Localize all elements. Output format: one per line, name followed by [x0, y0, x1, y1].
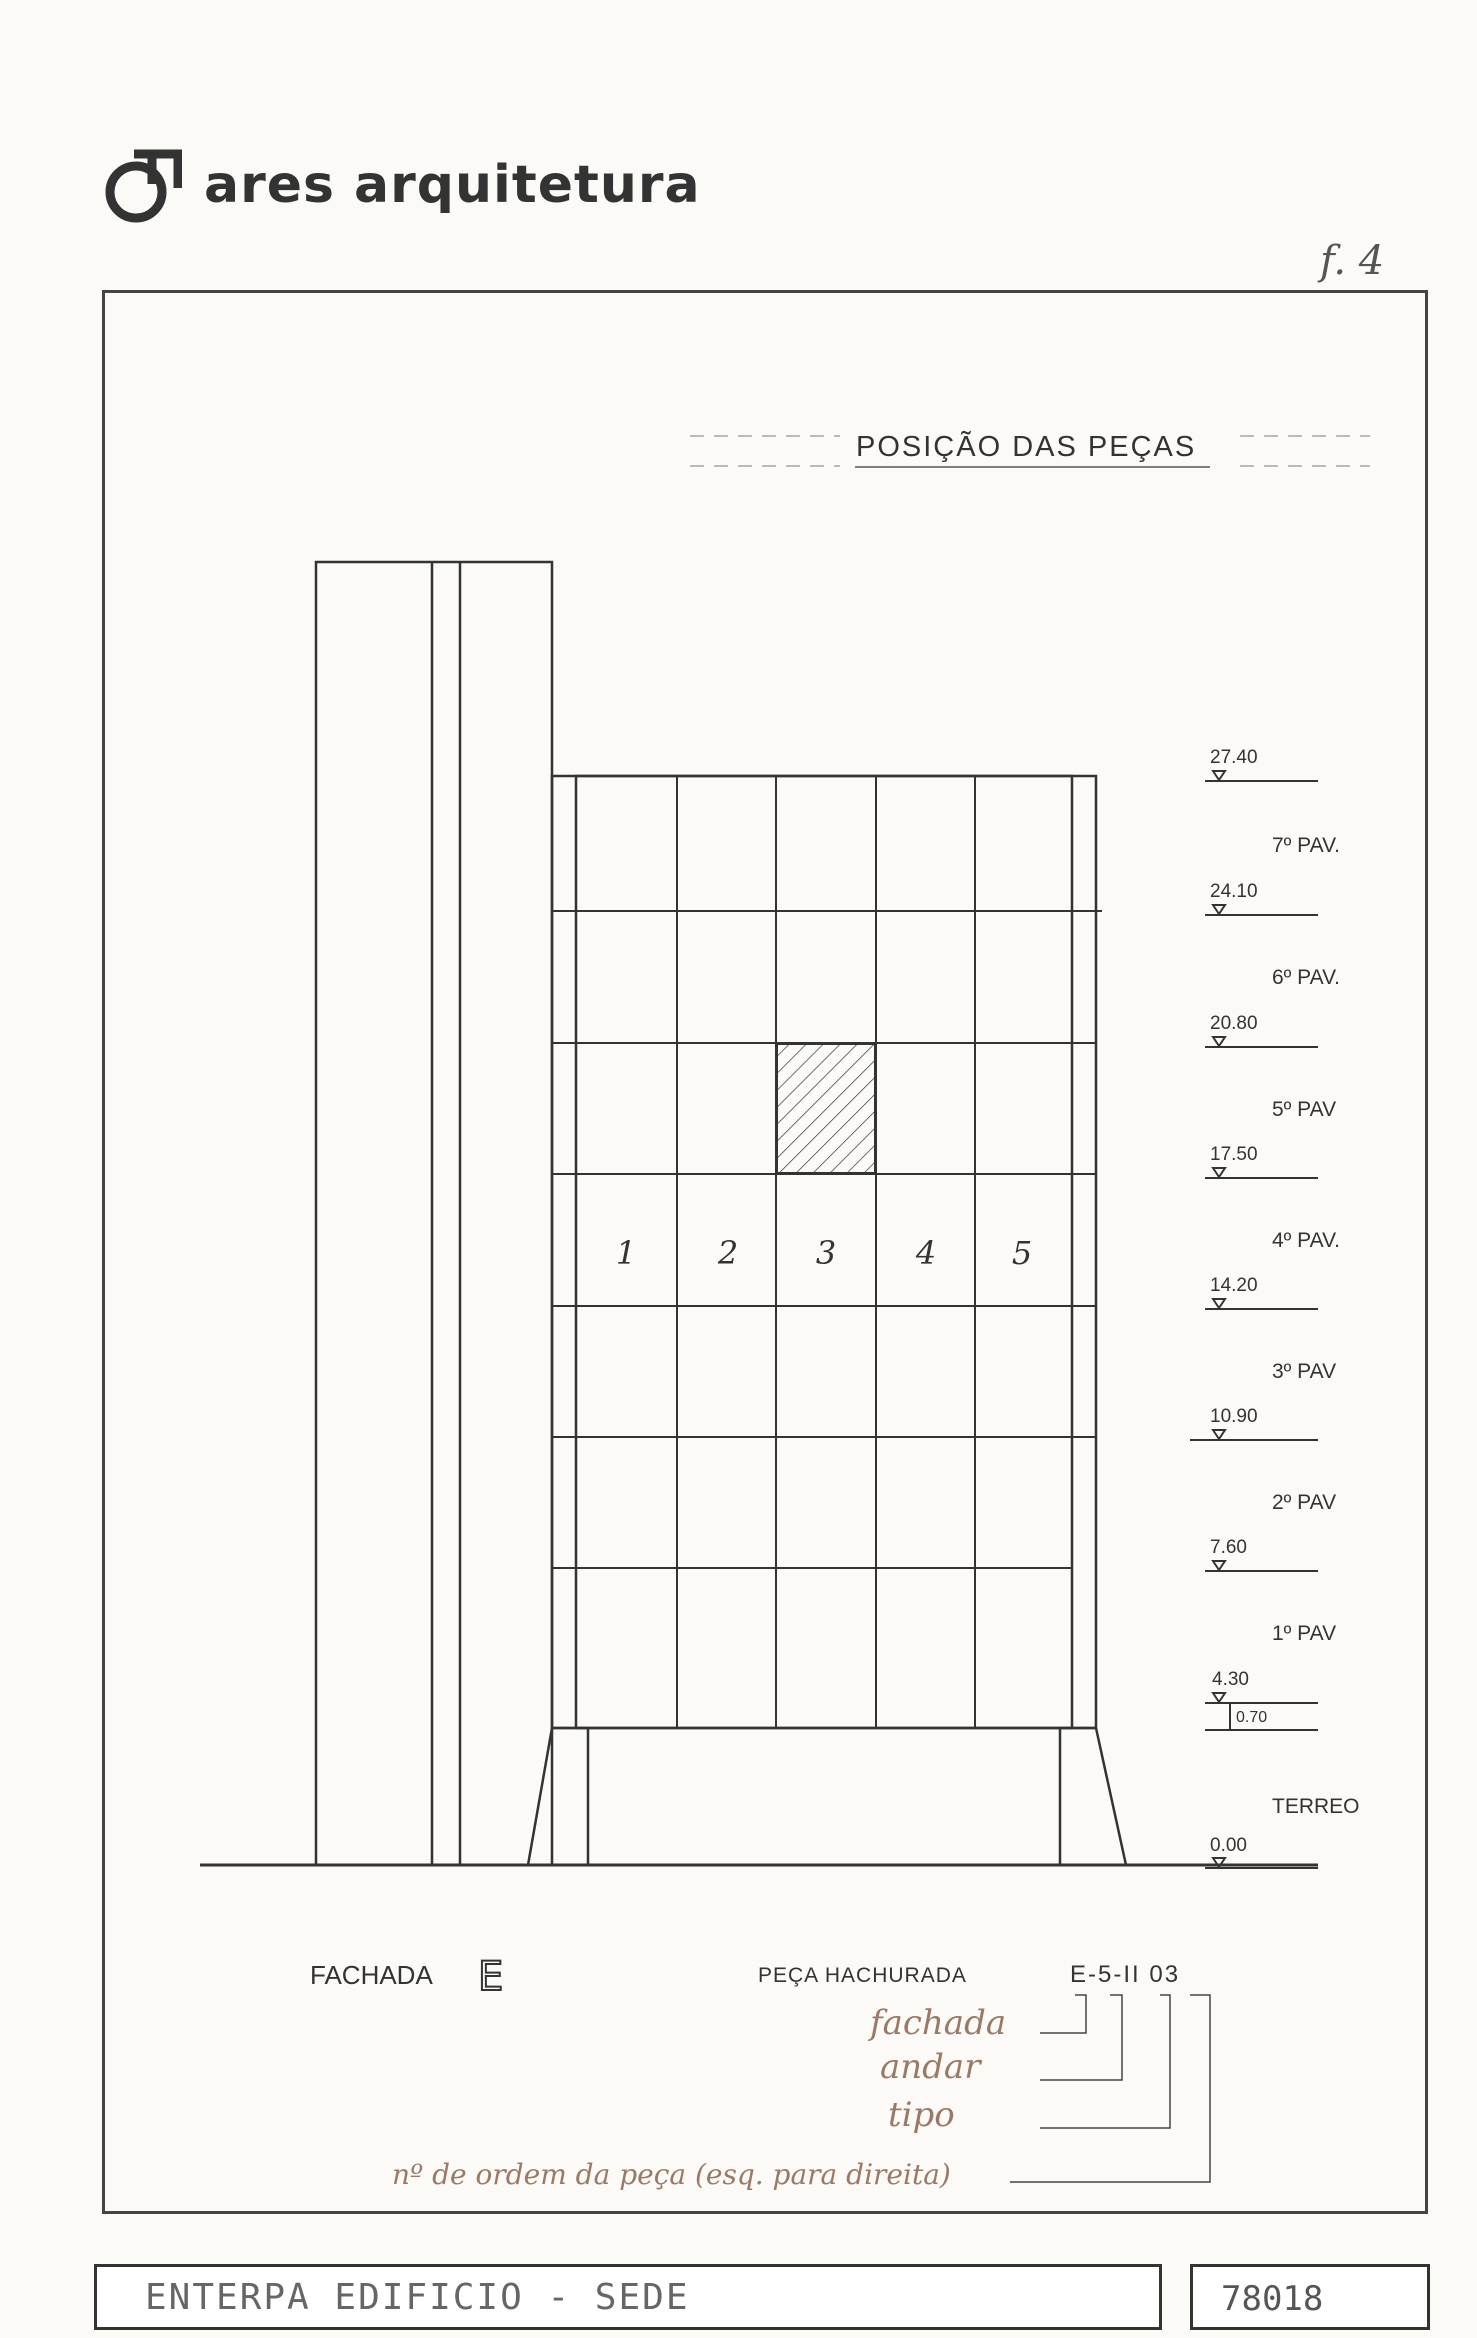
brand-name: ares arquitetura — [204, 155, 701, 215]
floor-label: 4º PAV. — [1272, 1229, 1340, 1252]
floor-label: 3º PAV — [1272, 1360, 1337, 1383]
floor-label: 6º PAV. — [1272, 966, 1340, 989]
column-number: 5 — [1011, 1234, 1033, 1272]
offset-label: 0.70 — [1236, 1709, 1268, 1726]
facade-label: FACHADA — [310, 1960, 433, 1990]
piece-code: E-5-II 03 — [1070, 1961, 1181, 1988]
floor-label: 2º PAV — [1272, 1491, 1337, 1514]
column-number: 3 — [815, 1234, 837, 1272]
elevation-label: 10.90 — [1210, 1406, 1258, 1427]
elevation-label: 20.80 — [1210, 1013, 1258, 1034]
drawing-title: POSIÇÃO DAS PEÇAS — [856, 431, 1197, 463]
legend-item: tipo — [888, 2095, 955, 2135]
legend-item: fachada — [870, 2003, 1007, 2043]
elevation-label: 4.30 — [1212, 1669, 1249, 1690]
floor-label: 7º PAV. — [1272, 834, 1340, 857]
legend-item: nº de ordem da peça (esq. para direita) — [392, 2158, 951, 2191]
project-name: ENTERPA EDIFICIO - SEDE — [145, 2277, 690, 2318]
piece-label: PEÇA HACHURADA — [758, 1964, 967, 1987]
elevation-label: 17.50 — [1210, 1144, 1258, 1165]
level-markers — [1190, 771, 1318, 1868]
legend-item: andar — [880, 2047, 981, 2087]
facade-letter: E — [478, 1954, 504, 2000]
elevation-label: 14.20 — [1210, 1275, 1258, 1296]
page-reference: f. 4 — [1320, 238, 1385, 284]
legend-leaders — [1010, 1995, 1210, 2182]
elevation-label: 7.60 — [1210, 1537, 1247, 1558]
elevation-label: 24.10 — [1210, 881, 1258, 902]
column-number: 1 — [615, 1234, 637, 1272]
floor-label: TERREO — [1272, 1795, 1360, 1818]
drawing-number: 78018 — [1221, 2279, 1324, 2319]
column-number: 2 — [717, 1234, 739, 1272]
title-block — [94, 2264, 1162, 2330]
elevation-label: 0.00 — [1210, 1835, 1247, 1856]
elevation-label: 27.40 — [1210, 747, 1258, 768]
column-number: 4 — [915, 1234, 937, 1272]
floor-label: 5º PAV — [1272, 1098, 1337, 1121]
hatched-piece — [777, 1044, 875, 1173]
tower-block — [316, 562, 552, 1865]
drawing-number-block — [1190, 2264, 1430, 2330]
pilotis — [528, 1728, 1126, 1865]
floor-label: 1º PAV — [1272, 1622, 1337, 1645]
